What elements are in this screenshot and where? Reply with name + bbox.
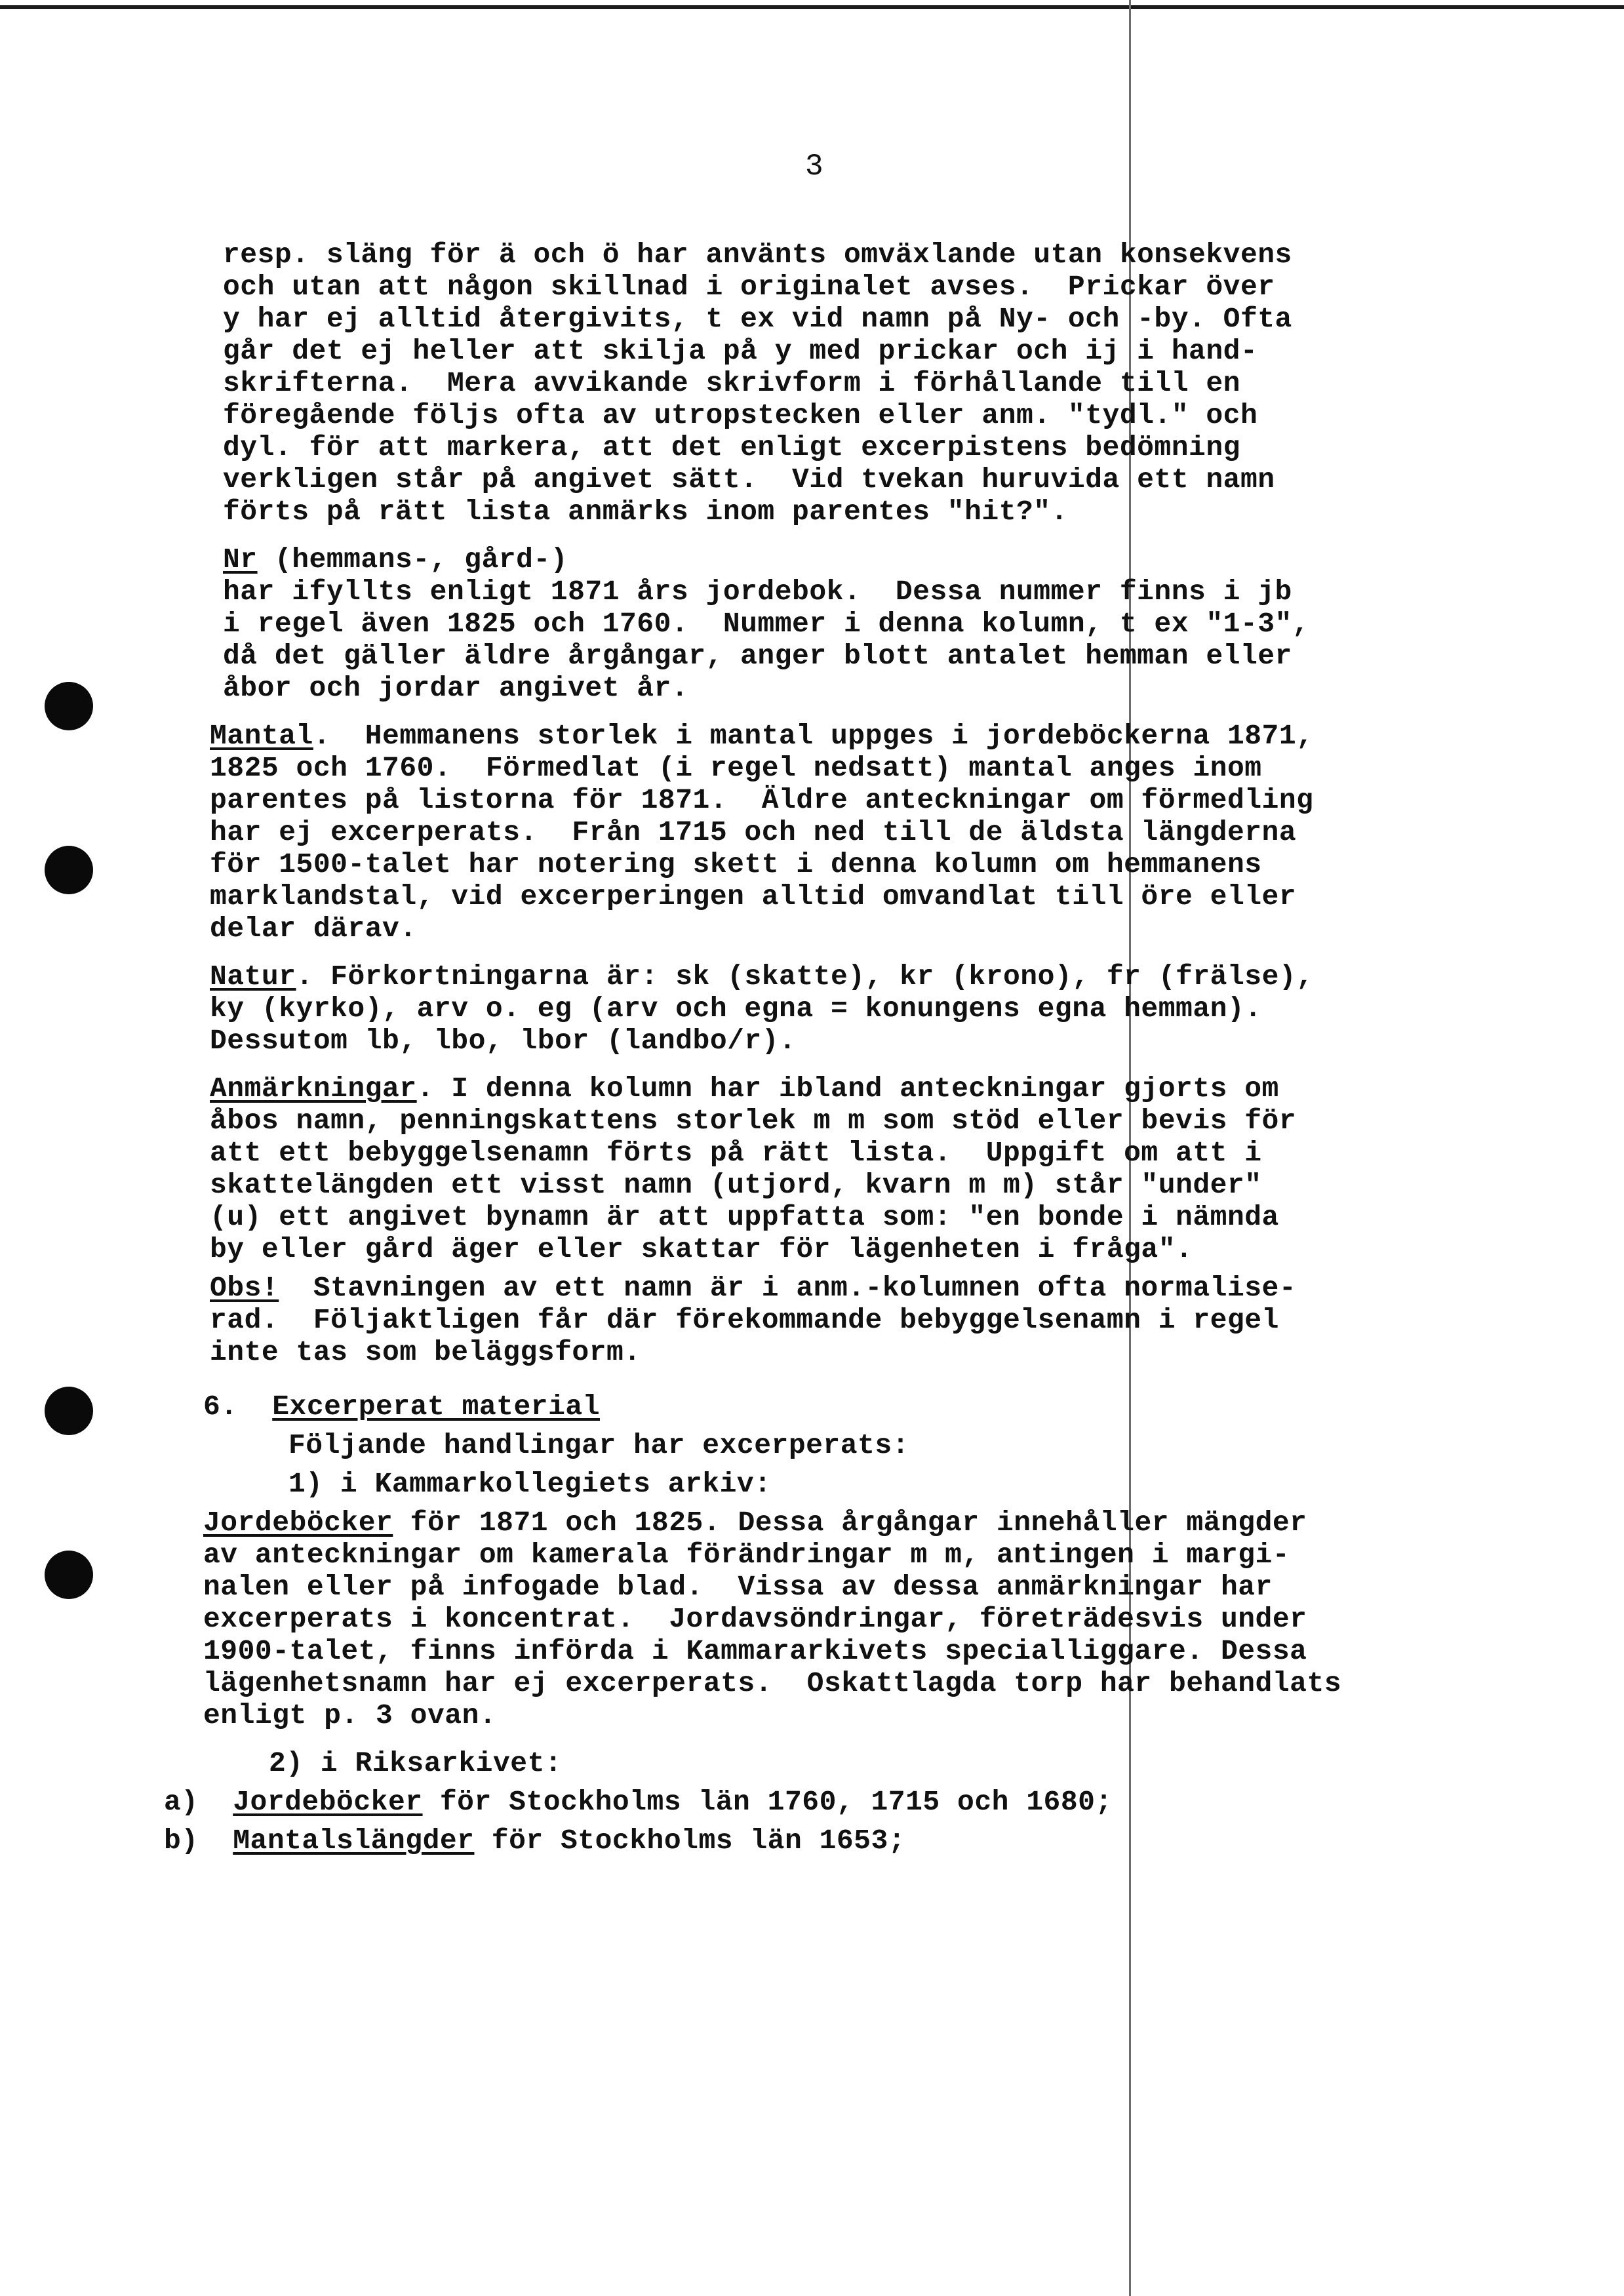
text-line: skrifterna. Mera avvikande skrivform i förhållande till en — [223, 367, 1240, 399]
text-line: dyl. för att markera, att det enligt excerpistens bedömning — [223, 431, 1240, 464]
text-line: rad. Följaktligen får där förekommande bebyggelsenamn i regel — [210, 1304, 1279, 1336]
text-line: åbos namn, penningskattens storlek m m som stöd eller bevis för — [210, 1105, 1297, 1137]
jordebocker-first-rest: för 1871 och 1825. Dessa årgångar innehåller mängder — [393, 1507, 1307, 1539]
natur-paragraph — [210, 960, 1560, 1057]
list-item-term: Mantalslängder — [233, 1825, 475, 1857]
obs-paragraph — [210, 1272, 1560, 1368]
text-line: resp. släng för ä och ö har använts omväxlande utan konsekvens — [223, 239, 1292, 271]
text-line: går det ej heller att skilja på y med prickar och ij i hand- — [223, 335, 1258, 367]
text-line: 1900-talet, finns införda i Kammararkivets specialliggare. Dessa — [203, 1635, 1307, 1667]
text-line: åbor och jordar angivet år. — [223, 672, 689, 704]
text-line: y har ej alltid återgivits, t ex vid namn på Ny- och -by. Ofta — [223, 303, 1292, 335]
text-line: och utan att någon skillnad i originalet avses. Prickar över — [223, 271, 1275, 303]
nr-paragraph — [223, 544, 1560, 704]
section-number: 6. — [203, 1391, 238, 1423]
list-marker: b) — [164, 1825, 199, 1857]
text-line: förts på rätt lista anmärks inom parentes "hit?". — [223, 496, 1068, 528]
text-line: marklandstal, vid excerperingen alltid omvandlat till öre eller — [210, 881, 1297, 913]
subsection-1-heading: 1) i Kammarkollegiets arkiv: — [288, 1468, 772, 1500]
list-marker: a) — [164, 1786, 199, 1818]
text-line: excerperats i koncentrat. Jordavsöndringar, företrädesvis under — [203, 1603, 1307, 1635]
punch-hole — [45, 682, 93, 730]
obs-first-rest: Stavningen av ett namn är i anm.-kolumnen ofta normalise- — [279, 1272, 1297, 1304]
obs-term: Obs! — [210, 1272, 279, 1304]
section-title: Excerperat material — [272, 1391, 600, 1423]
anm-first-rest: . I denna kolumn har ibland anteckningar gjorts om — [416, 1073, 1279, 1105]
text-line: inte tas som beläggsform. — [210, 1336, 641, 1368]
section-intro: Följande handlingar har excerperats: — [288, 1429, 909, 1461]
text-line: 1825 och 1760. Förmedlat (i regel nedsatt) mantal anges inom — [210, 752, 1262, 784]
punch-hole — [45, 1387, 93, 1435]
list-item-rest: för Stockholms län 1653; — [474, 1825, 906, 1857]
text-line: då det gäller äldre årgångar, anger blott antalet hemman eller — [223, 640, 1292, 672]
anmarkningar-paragraph — [210, 1073, 1560, 1265]
mantal-paragraph — [210, 720, 1560, 945]
section-6 — [203, 1391, 1560, 1507]
text-line: verkligen står på angivet sätt. Vid tvekan huruvida ett namn — [223, 464, 1275, 496]
list-item-rest: för Stockholms län 1760, 1715 och 1680; — [422, 1786, 1113, 1818]
natur-first-rest: . Förkortningarna är: sk (skatte), kr (krono), fr (frälse), — [296, 960, 1314, 993]
anm-term: Anmärkningar — [210, 1073, 417, 1105]
section-heading — [203, 1391, 1560, 1423]
natur-term: Natur — [210, 960, 296, 993]
text-line: lägenhetsnamn har ej excerperats. Oskattlagda torp har behandlats — [203, 1667, 1342, 1699]
list-item — [164, 1825, 1560, 1857]
text-line: att ett bebyggelsenamn förts på rätt lista. Uppgift om att i — [210, 1137, 1262, 1169]
list-item — [164, 1786, 1560, 1818]
jordebocker-term: Jordeböcker — [203, 1507, 393, 1539]
top-edge-rule — [0, 5, 1624, 9]
list-item-term: Jordeböcker — [233, 1786, 423, 1818]
text-line: enligt p. 3 ovan. — [203, 1699, 497, 1732]
subsection-2-heading: 2) i Riksarkivet: — [269, 1747, 563, 1779]
mantal-first-rest: . Hemmanens storlek i mantal uppges i jordeböckerna 1871, — [313, 720, 1314, 752]
text-line: Dessutom lb, lbo, lbor (landbo/r). — [210, 1025, 797, 1057]
nr-heading-rest: (hemmans-, gård-) — [257, 544, 568, 576]
text-line: skattelängden ett visst namn (utjord, kvarn m m) står "under" — [210, 1169, 1262, 1201]
text-line: (u) ett angivet bynamn är att uppfatta som: "en bonde i nämnda — [210, 1201, 1279, 1233]
text-line: ky (kyrko), arv o. eg (arv och egna = konungens egna hemman). — [210, 993, 1262, 1025]
text-line: i regel även 1825 och 1760. Nummer i denna kolumn, t ex "1-3", — [223, 608, 1310, 640]
punch-hole — [45, 846, 93, 894]
text-line: delar därav. — [210, 913, 417, 945]
punch-hole — [45, 1551, 93, 1599]
text-line: parentes på listorna för 1871. Äldre anteckningar om förmedling — [210, 784, 1314, 816]
mantal-term: Mantal — [210, 720, 313, 752]
nr-term: Nr — [223, 544, 258, 576]
jordebocker-paragraph — [203, 1507, 1560, 1732]
text-line: har ej excerperats. Från 1715 och ned till de äldsta längderna — [210, 816, 1297, 848]
text-line: nalen eller på infogade blad. Vissa av dessa anmärkningar har — [203, 1571, 1273, 1603]
text-line: föregående följs ofta av utropstecken eller anm. "tydl." och — [223, 399, 1258, 431]
nr-heading — [223, 544, 1560, 576]
text-line: av anteckningar om kamerala förändringar m m, antingen i margi- — [203, 1539, 1290, 1571]
document-body — [164, 239, 1560, 1857]
intro-paragraph — [223, 239, 1560, 528]
text-line: har ifyllts enligt 1871 års jordebok. Dessa nummer finns i jb — [223, 576, 1292, 608]
subsection-2 — [164, 1747, 1560, 1857]
page-number: 3 — [805, 149, 823, 184]
text-line: by eller gård äger eller skattar för lägenheten i fråga". — [210, 1233, 1193, 1265]
text-line: för 1500-talet har notering skett i denna kolumn om hemmanens — [210, 848, 1262, 881]
